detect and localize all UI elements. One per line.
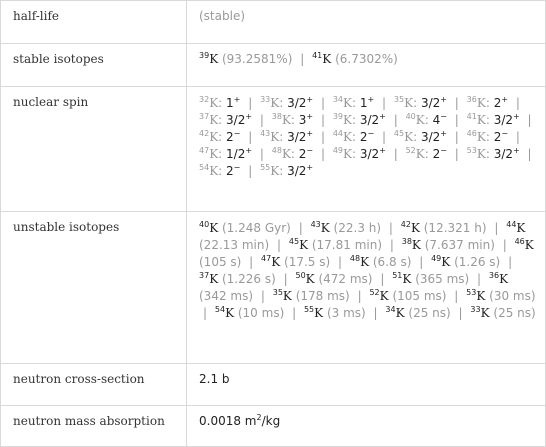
isotope-half-life: (1.226 s): [221, 272, 276, 286]
spin-entry: [333, 147, 386, 161]
isotope-mass-number: 43: [260, 129, 271, 138]
isotope-half-life: (472 ms): [318, 272, 373, 286]
unstable-separator: |: [458, 306, 463, 320]
spin-parity: −: [440, 112, 447, 121]
unstable-separator: |: [477, 272, 482, 286]
isotope-mass-number: 41: [466, 112, 477, 121]
isotope-mass-number: 55: [303, 305, 315, 314]
unstable-separator: |: [203, 306, 208, 320]
element-symbol: K: [271, 255, 281, 269]
element-symbol: K: [476, 96, 486, 110]
isotope-mass-number: 52: [405, 146, 416, 155]
isotope-mass-number: 48: [349, 254, 361, 263]
isotope-mass-number: 38: [401, 237, 412, 246]
isotope-half-life: (12.321 h): [423, 221, 487, 235]
unstable-isotope-entry: [466, 289, 535, 303]
isotope-mass-number: 42: [400, 220, 411, 229]
isotope-mass-number: 46: [466, 129, 477, 138]
unstable-separator: |: [277, 238, 282, 252]
spin-colon: :: [485, 96, 490, 110]
isotope-mass-number: 49: [431, 254, 442, 263]
isotope-half-life: (25 ns): [493, 306, 536, 320]
isotope-mass-number: 36: [488, 271, 500, 280]
element-symbol: K: [402, 272, 412, 286]
element-symbol: K: [476, 130, 486, 144]
spin-separator: |: [382, 130, 387, 144]
spin-colon: :: [351, 113, 357, 127]
spin-entry: [199, 130, 240, 144]
table-row-nuclear-spin: [1, 87, 546, 212]
spin-entry: [199, 113, 252, 127]
spin-parity: +: [367, 95, 375, 104]
spin-entry: [467, 147, 520, 161]
spin-separator: |: [454, 96, 459, 110]
spin-colon: :: [485, 130, 490, 144]
unstable-isotope-entry: [289, 238, 382, 252]
element-symbol: K: [320, 221, 330, 235]
unstable-isotope-entry: [431, 255, 500, 269]
spin-entry: [272, 113, 313, 127]
spin-value: 3/2: [287, 164, 307, 178]
spin-colon: :: [290, 147, 295, 161]
spin-colon: :: [413, 96, 418, 110]
element-symbol: K: [411, 238, 421, 252]
isotope-mass-number: 35: [272, 288, 283, 297]
isotope-mass-number: 34: [332, 95, 344, 104]
unstable-separator: |: [508, 255, 513, 269]
spin-parity: −: [440, 146, 447, 155]
unstable-separator: |: [338, 255, 343, 269]
absorption-unit-tail: /kg: [261, 414, 281, 428]
neutron-cross-section-value: 2.1 b: [187, 364, 546, 406]
element-symbol: K: [281, 113, 291, 127]
stable-isotopes-list: [187, 44, 546, 87]
spin-separator: |: [320, 96, 325, 110]
spin-value: 2: [432, 147, 441, 161]
spin-parity: +: [440, 95, 447, 104]
isotope-half-life: (105 ms): [392, 289, 447, 303]
spin-value: 2: [226, 130, 234, 144]
spin-value: 3/2: [493, 147, 513, 161]
unstable-separator: |: [298, 221, 303, 235]
element-symbol: K: [516, 221, 526, 235]
spin-separator: |: [320, 113, 325, 127]
spin-colon: :: [218, 130, 223, 144]
spin-separator: |: [259, 147, 264, 161]
element-symbol: K: [209, 164, 219, 178]
isotope-mass-number: 40: [405, 112, 416, 121]
unstable-isotope-entry: [385, 306, 450, 320]
isotope-half-life: (7.637 min): [424, 238, 495, 252]
element-symbol: K: [524, 238, 534, 252]
element-symbol: K: [270, 96, 280, 110]
isotope-half-life: (22.3 h): [333, 221, 382, 235]
isotope-mass-number: 45: [288, 237, 300, 246]
isotope-mass-number: 48: [271, 146, 282, 155]
unstable-separator: |: [260, 289, 265, 303]
unstable-separator: |: [454, 289, 459, 303]
spin-value: 1: [226, 96, 234, 110]
spin-parity: −: [306, 146, 314, 155]
element-symbol: K: [441, 255, 451, 269]
isotope-mass-number: 39: [199, 51, 210, 60]
spin-entry: [333, 130, 374, 144]
unstable-separator: |: [357, 289, 362, 303]
spin-separator: |: [527, 147, 532, 161]
spin-entry: [467, 113, 520, 127]
spin-value: 2: [493, 130, 502, 144]
neutron-mass-absorption-value: [187, 406, 546, 447]
spin-value: 1: [359, 96, 368, 110]
spin-separator: |: [393, 113, 398, 127]
spin-colon: :: [413, 130, 418, 144]
element-symbol: K: [410, 221, 420, 235]
neutron-mass-absorption-label: neutron mass absorption: [1, 406, 187, 447]
isotope-mass-number: 38: [271, 112, 282, 121]
isotope-mass-number: 50: [295, 271, 306, 280]
unstable-separator: |: [373, 306, 378, 320]
unstable-separator: |: [502, 238, 507, 252]
element-symbol: K: [404, 96, 414, 110]
element-symbol: K: [270, 130, 280, 144]
element-symbol: K: [209, 96, 219, 110]
unstable-isotope-entry: [470, 306, 535, 320]
spin-colon: :: [351, 130, 357, 144]
element-symbol: K: [209, 52, 219, 66]
isotope-half-life: (342 ms): [199, 289, 254, 303]
element-symbol: K: [343, 96, 352, 110]
isotope-mass-number: 49: [332, 146, 344, 155]
element-symbol: K: [360, 255, 370, 269]
spin-parity: +: [513, 112, 520, 121]
isotope-abundance: (6.7302%): [335, 52, 398, 66]
isotope-mass-number: 32: [199, 95, 210, 104]
table-row-half-life: [1, 1, 546, 44]
isotope-mass-number: 33: [470, 305, 481, 314]
spin-colon: :: [290, 113, 295, 127]
element-symbol: K: [480, 306, 490, 320]
isotope-half-life: (17.81 min): [311, 238, 383, 252]
isotope-abundance: (93.2581%): [221, 52, 293, 66]
spin-parity: +: [245, 146, 253, 155]
isotope-half-life: (365 ms): [415, 272, 470, 286]
spin-parity: +: [306, 163, 314, 172]
spin-entry: [199, 147, 252, 161]
isotope-half-life: (105 s): [199, 255, 242, 269]
spin-entry: [260, 130, 313, 144]
spin-parity: +: [513, 146, 520, 155]
spin-separator: |: [248, 96, 253, 110]
unstable-isotope-entry: [199, 221, 291, 235]
element-symbol: K: [379, 289, 389, 303]
spin-value: 2: [359, 130, 368, 144]
spin-value: 3/2: [287, 130, 307, 144]
isotope-mass-number: 53: [466, 288, 477, 297]
stable-isotope-entry: [312, 52, 398, 66]
isotope-half-life: (1.26 s): [454, 255, 501, 269]
unstable-isotope-entry: [369, 289, 446, 303]
unstable-isotope-entry: [215, 306, 284, 320]
spin-value: 3/2: [493, 113, 513, 127]
isotope-mass-number: 47: [261, 254, 272, 263]
spin-parity: −: [233, 129, 241, 138]
element-symbol: K: [209, 130, 219, 144]
spin-value: 2: [226, 164, 234, 178]
element-symbol: K: [209, 113, 219, 127]
unstable-separator: |: [494, 221, 499, 235]
spin-colon: :: [279, 96, 284, 110]
spin-separator: |: [454, 113, 459, 127]
unstable-isotope-entry: [401, 221, 487, 235]
isotope-mass-number: 44: [506, 220, 517, 229]
spin-separator: |: [382, 96, 387, 110]
isotope-half-life: (1.248 Gyr): [221, 221, 291, 235]
isotope-mass-number: 44: [332, 129, 344, 138]
isotope-half-life: (25 ns): [408, 306, 451, 320]
element-symbol: K: [305, 272, 315, 286]
spin-separator: |: [248, 130, 253, 144]
element-symbol: K: [404, 130, 414, 144]
spin-entry: [467, 130, 508, 144]
isotope-half-life: (10 ms): [237, 306, 285, 320]
absorption-number: 0.0018 m: [199, 414, 257, 428]
spin-entry: [333, 96, 374, 110]
unstable-separator: |: [419, 255, 424, 269]
stable-isotope-entry: [199, 52, 292, 66]
spin-entry: [406, 113, 447, 127]
isotope-half-life: (17.5 s): [284, 255, 331, 269]
element-symbol: K: [322, 52, 332, 66]
isotope-mass-number: 55: [260, 163, 271, 172]
isotope-mass-number: 45: [393, 129, 405, 138]
spin-separator: |: [259, 113, 264, 127]
table-row-neutron-cross-section: [1, 364, 546, 406]
spin-colon: :: [218, 113, 223, 127]
spin-value: 2: [493, 96, 502, 110]
isotope-half-life: (178 ms): [295, 289, 350, 303]
spin-separator: |: [393, 147, 398, 161]
spin-entry: [260, 164, 313, 178]
spin-value: 1/2: [226, 147, 246, 161]
spin-entry: [333, 113, 386, 127]
unstable-isotope-entry: [311, 221, 382, 235]
spin-separator: |: [527, 113, 532, 127]
isotope-mass-number: 41: [312, 51, 323, 60]
isotope-mass-number: 53: [466, 146, 477, 155]
spin-separator: |: [454, 147, 459, 161]
spin-entry: [394, 130, 447, 144]
element-symbol: K: [415, 147, 425, 161]
unstable-isotope-entry: [273, 289, 350, 303]
isotope-mass-number: 54: [199, 163, 210, 172]
spin-parity: +: [501, 95, 509, 104]
isotope-mass-number: 51: [392, 271, 403, 280]
element-symbol: K: [343, 147, 352, 161]
spin-colon: :: [424, 113, 429, 127]
spin-colon: :: [485, 113, 490, 127]
table-row-neutron-mass-absorption: [1, 406, 546, 447]
element-symbol: K: [476, 113, 486, 127]
isotope-mass-number: 33: [260, 95, 271, 104]
spin-value: 3/2: [420, 130, 441, 144]
unstable-isotope-entry: [199, 272, 276, 286]
spin-colon: :: [424, 147, 429, 161]
unstable-isotope-entry: [402, 238, 495, 252]
element-symbol: K: [209, 147, 219, 161]
element-symbol: K: [343, 130, 352, 144]
spin-value: 3/2: [226, 113, 246, 127]
isotope-half-life: (22.13 min): [199, 238, 270, 252]
element-symbol: K: [281, 147, 291, 161]
element-symbol: K: [209, 272, 219, 286]
unstable-separator: |: [389, 238, 394, 252]
spin-colon: :: [485, 147, 490, 161]
element-symbol: K: [225, 306, 235, 320]
spin-entry: [260, 96, 313, 110]
spin-parity: +: [306, 112, 314, 121]
spin-separator: |: [320, 147, 325, 161]
spin-value: 3/2: [359, 147, 380, 161]
spin-separator: |: [515, 130, 520, 144]
isotope-mass-number: 52: [369, 288, 380, 297]
unstable-isotope-entry: [295, 272, 372, 286]
element-symbol: K: [476, 289, 486, 303]
unstable-separator: |: [292, 306, 297, 320]
spin-parity: +: [440, 129, 447, 138]
isotope-mass-number: 40: [199, 220, 210, 229]
spin-colon: :: [218, 147, 223, 161]
spin-parity: +: [379, 146, 386, 155]
isotope-half-life: (3 ms): [326, 306, 366, 320]
spin-value: 3/2: [420, 96, 441, 110]
isotope-mass-number: 42: [199, 129, 210, 138]
spin-value: 3/2: [359, 113, 380, 127]
unstable-isotope-entry: [304, 306, 366, 320]
element-symbol: K: [314, 306, 324, 320]
spin-colon: :: [218, 164, 223, 178]
spin-colon: :: [351, 96, 357, 110]
element-symbol: K: [270, 164, 280, 178]
element-symbol: K: [415, 113, 425, 127]
spin-value: 3: [298, 113, 307, 127]
isotope-mass-number: 54: [214, 305, 226, 314]
isotope-mass-number: 34: [385, 305, 396, 314]
isotope-half-life: (30 ms): [489, 289, 536, 303]
isotope-mass-number: 36: [466, 95, 477, 104]
table-row-unstable-isotopes: [1, 212, 546, 364]
half-life-label: half-life: [1, 1, 187, 44]
spin-entry: [467, 96, 508, 110]
element-symbol: K: [299, 238, 309, 252]
unstable-isotope-entry: [392, 272, 469, 286]
spin-parity: −: [233, 163, 241, 172]
spin-parity: +: [379, 112, 386, 121]
stable-separator: |: [300, 52, 305, 66]
stable-isotopes-label: stable isotopes: [1, 44, 187, 87]
spin-parity: +: [306, 95, 314, 104]
spin-entry: [199, 96, 240, 110]
element-symbol: K: [499, 272, 509, 286]
spin-value: 3/2: [287, 96, 307, 110]
spin-parity: −: [367, 129, 375, 138]
nuclear-spin-list: [187, 87, 546, 212]
isotope-mass-number: 37: [199, 271, 210, 280]
isotope-mass-number: 35: [393, 95, 405, 104]
unstable-isotope-entry: [261, 255, 330, 269]
element-symbol: K: [282, 289, 292, 303]
spin-value: 2: [298, 147, 307, 161]
spin-colon: :: [279, 164, 284, 178]
spin-colon: :: [351, 147, 357, 161]
neutron-cross-section-label: neutron cross-section: [1, 364, 187, 406]
nuclear-spin-label: nuclear spin: [1, 87, 187, 212]
isotope-half-life: (6.8 s): [372, 255, 412, 269]
spin-separator: |: [515, 96, 520, 110]
spin-entry: [406, 147, 447, 161]
spin-colon: :: [218, 96, 223, 110]
unstable-separator: |: [283, 272, 288, 286]
spin-separator: |: [454, 130, 459, 144]
element-symbol: K: [395, 306, 405, 320]
absorption-unit-exponent: 2: [256, 413, 262, 422]
spin-entry: [394, 96, 447, 110]
spin-value: 4: [432, 113, 441, 127]
spin-entry: [272, 147, 313, 161]
spin-entry: [199, 164, 240, 178]
spin-parity: +: [233, 95, 241, 104]
isotope-mass-number: 46: [514, 237, 525, 246]
spin-parity: −: [501, 129, 509, 138]
half-life-value: (stable): [187, 1, 546, 44]
unstable-separator: |: [380, 272, 385, 286]
isotope-mass-number: 43: [310, 220, 321, 229]
unstable-isotope-entry: [350, 255, 412, 269]
table-row-stable-isotopes: [1, 44, 546, 87]
element-symbol: K: [343, 113, 352, 127]
unstable-separator: |: [388, 221, 393, 235]
isotope-mass-number: 47: [199, 146, 210, 155]
spin-separator: |: [320, 130, 325, 144]
isotope-mass-number: 39: [332, 112, 344, 121]
unstable-isotopes-label: unstable isotopes: [1, 212, 187, 364]
element-symbol: K: [209, 221, 219, 235]
isotope-mass-number: 37: [199, 112, 210, 121]
unstable-isotopes-list: [187, 212, 546, 364]
element-symbol: K: [476, 147, 486, 161]
spin-colon: :: [279, 130, 284, 144]
spin-separator: |: [248, 164, 253, 178]
spin-parity: +: [245, 112, 253, 121]
spin-parity: +: [306, 129, 314, 138]
unstable-separator: |: [249, 255, 254, 269]
